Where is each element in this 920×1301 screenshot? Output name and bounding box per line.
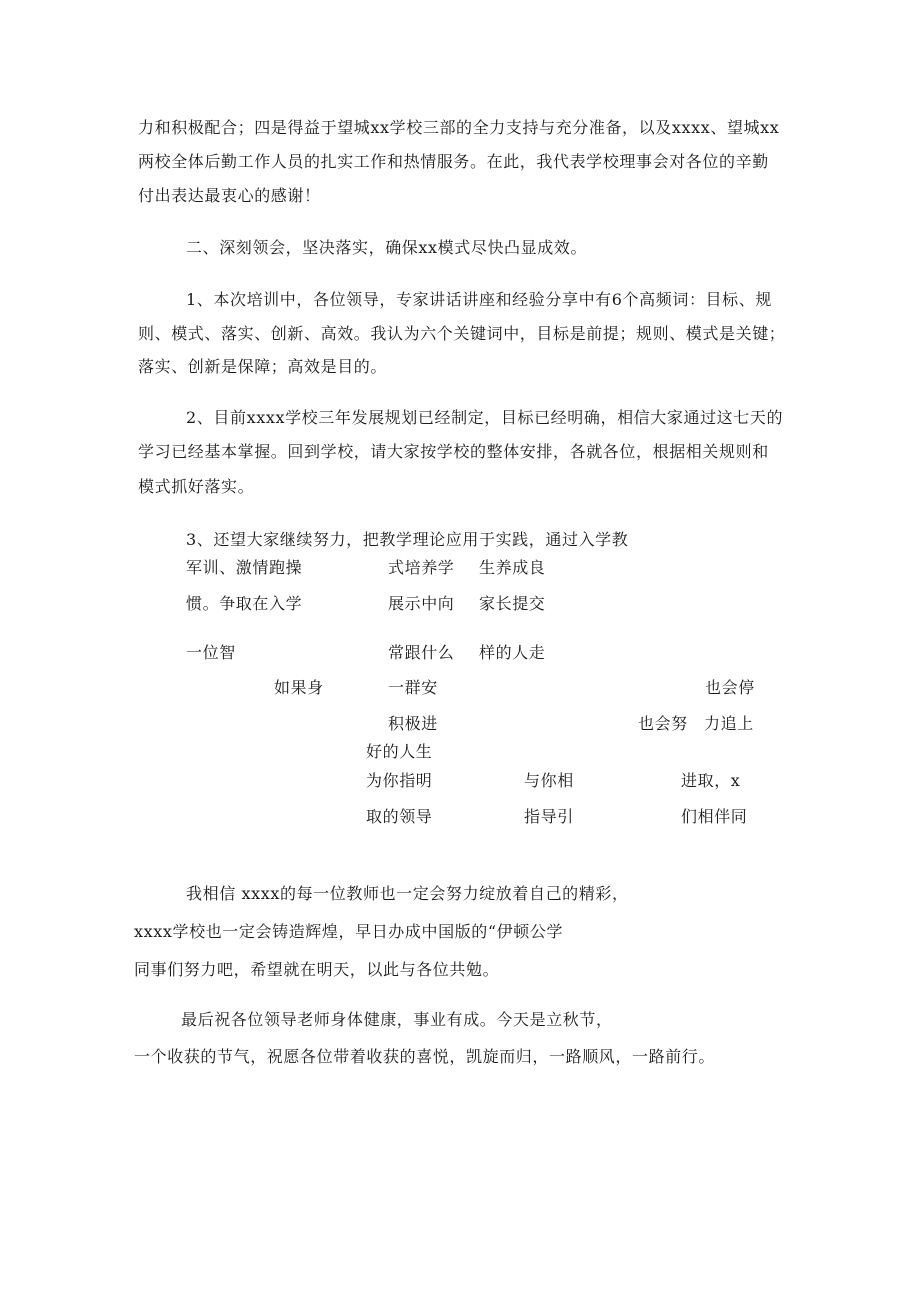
fragment-text: 也会停 — [705, 678, 755, 697]
fragment-text: 与你相 — [524, 771, 574, 790]
fragment-text: 们相伴同 — [681, 807, 748, 826]
paragraph-1-line-1: 力和积极配合；四是得益于望城xx学校三部的全力支持与充分准备，以及xxxx、望城xx — [138, 118, 780, 137]
item-2-line-2: 学习已经基本掌握。回到学校，请大家按学校的整体安排，各就各位，根据相关规则和 — [138, 442, 769, 461]
fragment-text: 式培养学 — [388, 558, 455, 577]
closing-1-line-1: 我相信 xxxx的每一位教师也一定会努力绽放着自己的精彩， — [186, 884, 629, 903]
paragraph-1-line-3: 付出表达最衷心的感谢！ — [138, 186, 321, 205]
fragment-text: 指导引 — [524, 807, 574, 826]
fragment-text: 力追上 — [704, 714, 754, 733]
item-2-line-3: 模式抓好落实。 — [138, 477, 255, 496]
item-1-line-2: 则、模式、落实、创新、高效。我认为六个关键词中，目标是前提；规则、模式是关键； — [138, 324, 786, 343]
fragment-text: 为你指明 — [366, 771, 433, 790]
item-1-line-1: 1、本次培训中，各位领导，专家讲话讲座和经验分享中有6个高频词：目标、规 — [186, 290, 772, 309]
fragment-text: 如果身 — [274, 678, 324, 697]
item-2-line-1: 2、目前xxxx学校三年发展规划已经制定，目标已经明确，相信大家通过这七天的 — [186, 408, 784, 427]
paragraph-1-line-2: 两校全体后勤工作人员的扎实工作和热情服务。在此，我代表学校理事会对各位的辛勤 — [138, 152, 769, 171]
section-heading-2: 二、深刻领会，坚决落实，确保xx模式尽快凸显成效。 — [186, 238, 588, 257]
closing-2-line-1: 最后祝各位领导老师身体健康，事业有成。今天是立秋节， — [181, 1010, 613, 1029]
fragment-text: 好的人生 — [366, 742, 433, 761]
fragment-text: 也会努 — [638, 714, 688, 733]
item-1-line-3: 落实、创新是保障；高效是目的。 — [138, 357, 388, 376]
closing-1-line-2: xxxx学校也一定会铸造辉煌，早日办成中国版的“伊顿公学 — [134, 922, 564, 941]
fragment-text: 积极进 — [388, 714, 438, 733]
fragment-text: 一群安 — [388, 678, 438, 697]
fragment-text: 生养成良 — [479, 558, 546, 577]
fragment-text: 常跟什么 — [388, 643, 455, 662]
fragment-text: 展示中向 — [388, 594, 455, 613]
item-3-intro: 3、还望大家继续努力，把教学理论应用于实践，通过入学教 — [186, 530, 629, 549]
closing-1-line-3: 同事们努力吧，希望就在明天，以此与各位共勉。 — [134, 960, 500, 979]
fragment-text: 军训、激情跑操 — [186, 558, 303, 577]
closing-2-line-2: 一个收获的节气，祝愿各位带着收获的喜悦，凯旋而归，一路顺风，一路前行。 — [134, 1047, 716, 1066]
fragment-text: 惯。争取在入学 — [186, 594, 303, 613]
fragment-text: 一位智 — [186, 643, 236, 662]
fragment-text: 取的领导 — [366, 807, 433, 826]
fragment-text: 家长提交 — [479, 594, 546, 613]
fragment-text: 样的人走 — [479, 643, 546, 662]
fragment-text: 进取，x — [681, 771, 741, 790]
